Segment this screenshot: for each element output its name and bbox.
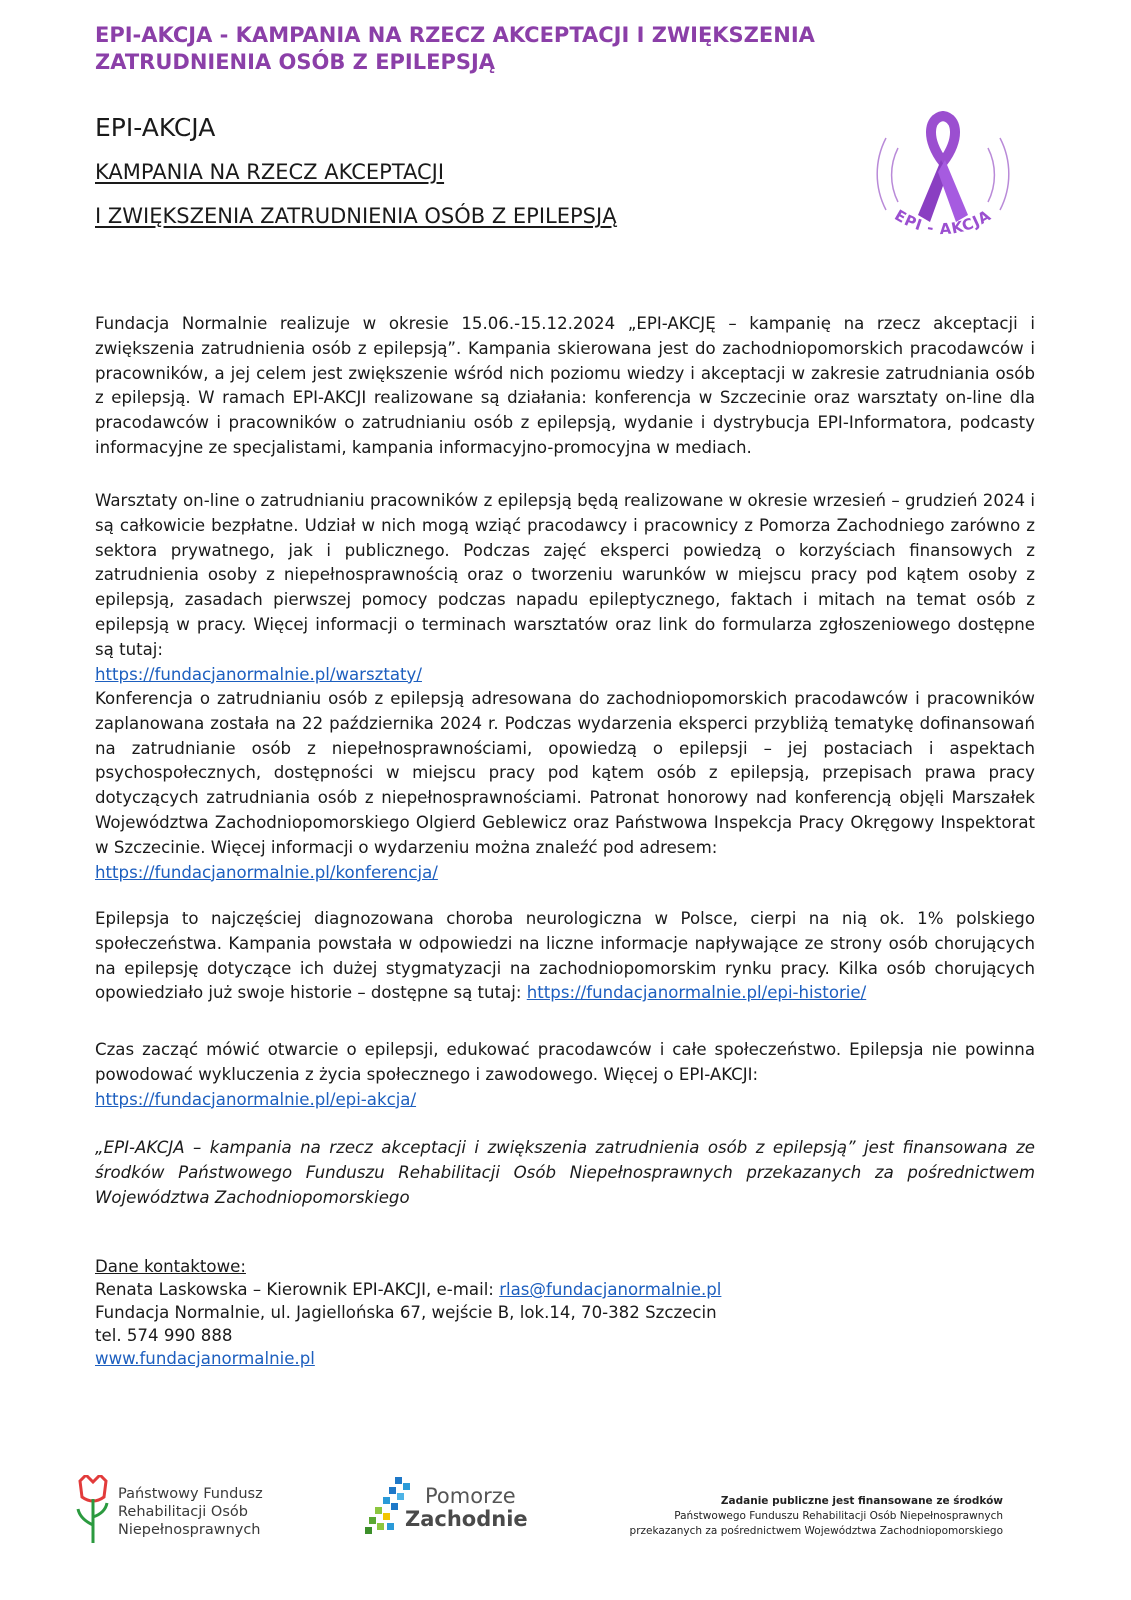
contact-person: Renata Laskowska – Kierownik EPI-AKCJI, e-mail: <box>95 1280 494 1299</box>
paragraph-workshops-text: Warsztaty on-line o zatrudnianiu pracowników z epilepsją będą realizowane w okresie wrzesień – grudzień 2024 i są całkowicie bezpłatne. Udział w nich mogą wziąć pracodawcy i pracownicy z Pomorza Zachodniego zarówno z sektora prywatnego, jak i publicznego. Podczas zajęć eksperci powiedzą o korzyściach finansowych z zatrudnienia osoby z niepełnosprawnością oraz o tworzeniu warunków w miejscu pracy pod kątem osoby z epilepsją, zasadach pierwszej pomocy podczas napadu epileptycznego, faktach i mitach na temat osób z epilepsją w pracy. Więcej informacji o terminach warsztatów oraz link do formularza zgłoszeniowego dostępne są tutaj: <box>95 491 1035 659</box>
stories-link[interactable]: https://fundacjanormalnie.pl/epi-historie/ <box>526 983 867 1003</box>
contact-heading: Dane kontaktowe: <box>95 1257 246 1276</box>
paragraph-closing-text: Czas zacząć mówić otwarcie o epilepsji, edukować pracodawców i całe społeczeństwo. Epilepsja nie powinna powodować wykluczenia z życia społecznego i zawodowego. Więcej o EPI-AKCJI: <box>95 1040 1035 1084</box>
paragraph-conference <box>95 687 1035 885</box>
contact-section <box>95 1255 1035 1370</box>
pfron-line-3: Niepełnosprawnych <box>118 1522 261 1538</box>
paragraph-intro: Fundacja Normalnie realizuje w okresie 15.06.-15.12.2024 „EPI-AKCJĘ – kampanię na rzecz akceptacji i zwiększenia zatrudnienia osób z epilepsją”. Kampania skierowana jest do zachodniopomorskich pracodawców i pracowników, a jej celem jest zwiększenie wśród nich poziomu wiedzy i akceptacji w zakresie zatrudniania osób z epilepsją. W ramach EPI-AKCJI realizowane są działania: konferencja w Szczecinie oraz warsztaty on-line dla pracodawców i pracowników o zatrudnianiu osób z epilepsją, wydanie i dystrybucja EPI-Informatora, podcasty informacyjne ze specjalistami, kampania informacyjno-promocyjna w mediach. <box>95 314 1035 457</box>
website-link[interactable]: www.fundacjanormalnie.pl <box>95 1349 315 1368</box>
contact-person-line <box>95 1278 1035 1301</box>
pfron-line-1: Państwowy Fundusz <box>118 1486 263 1502</box>
paragraph-epilepsy-text: Epilepsja to najczęściej diagnozowana choroba neurologiczna w Polsce, cierpi na nią ok. 1% polskiego społeczeństwa. Kampania powstała w odpowiedzi na liczne informacje napływające ze strony osób chorujących na epilepsję dotyczące ich dużej stygmatyzacji na zachodniopomorskim rynku pracy. Kilka osób chorujących opowiedziało już swoje historie – dostępne są tutaj: <box>95 909 1035 1003</box>
paragraph-conference-text: Konferencja o zatrudnianiu osób z epilepsją adresowana do zachodniopomorskich pracodawców i pracowników zaplanowana została na 22 października 2024 r. Podczas wydarzenia eksperci przybliżą tematykę dofinansowań na zatrudnianie osób z niepełnosprawnościami, opowiedzą o epilepsji – jej postaciach i aspektach psychospołecznych, dostępności w miejscu pracy pod kątem osób z epilepsją, przepisach prawa pracy dotyczących zatrudniania osób z niepełnosprawnościami. Patronat honorowy nad konferencją objęli Marszałek Województwa Zachodniopomorskiego Olgierd Geblewicz oraz Państwowa Inspekcja Pracy Okręgowy Inspektorat w Szczecinie. Więcej informacji o wydarzeniu można znaleźć pod adresem: <box>95 689 1035 857</box>
logo-text: EPI - AKCJA <box>891 206 995 239</box>
epi-akcja-link[interactable]: https://fundacjanormalnie.pl/epi-akcja/ <box>95 1089 417 1109</box>
logo-ribbon-loop <box>931 116 955 162</box>
pomorze-line-1: Pomorze <box>425 1484 516 1508</box>
document-top-title: EPI-AKCJA - KAMPANIA NA RZECZ AKCEPTACJI I ZWIĘKSZENIA ZATRUDNIENIA OSÓB Z EPILEPSJĄ <box>95 23 815 74</box>
workshops-link[interactable]: https://fundacjanormalnie.pl/warsztaty/ <box>95 664 422 684</box>
pfron-line-2: Rehabilitacji Osób <box>118 1504 248 1520</box>
footer-note-line-1: Zadanie publiczne jest finansowane ze środków <box>720 1495 1003 1507</box>
logo-ribbon-right-tail <box>938 160 968 222</box>
epi-akcja-ribbon-logo <box>868 110 1018 260</box>
zachodnie-line-2: Zachodnie <box>405 1507 528 1531</box>
contact-address: Fundacja Normalnie, ul. Jagiellońska 67, wejście B, lok.14, 70-382 Szczecin <box>95 1303 717 1322</box>
sub-heading-line-1: KAMPANIA NA RZECZ AKCEPTACJI <box>95 160 445 184</box>
logo-arc-left-inner <box>892 148 898 202</box>
footer-note-line-3: przekazanych za pośrednictwem Województwa Zachodniopomorskiego <box>629 1525 1003 1537</box>
footer-note-line-2: Państwowego Funduszu Rehabilitacji Osób Niepełnosprawnych <box>674 1510 1003 1522</box>
pfron-name <box>118 1485 263 1539</box>
main-heading: EPI-AKCJA <box>95 113 216 142</box>
sub-heading-line-2: I ZWIĘKSZENIA ZATRUDNIENIA OSÓB Z EPILEPSJĄ <box>95 204 617 228</box>
logo-arc-left-outer <box>877 138 886 210</box>
logo-arc-right-inner <box>988 148 994 202</box>
footer-financing-note <box>608 1494 1003 1539</box>
logo-arc-right-outer <box>1000 138 1009 210</box>
contact-phone: tel. 574 990 888 <box>95 1326 233 1345</box>
conference-link[interactable]: https://fundacjanormalnie.pl/konferencja/ <box>95 862 438 882</box>
pomorze-zachodnie-logo <box>365 1475 528 1545</box>
financing-statement: „EPI-AKCJA – kampania na rzecz akceptacji i zwiększenia zatrudnienia osób z epilepsją” jest finansowana ze środków Państwowego Funduszu Rehabilitacji Osób Niepełnosprawnych przekazanych za pośrednictwem Województwa Zachodniopomorskiego <box>95 1138 1035 1207</box>
contact-email-link[interactable]: rlas@fundacjanormalnie.pl <box>499 1280 722 1299</box>
pfron-logo <box>76 1475 266 1550</box>
paragraph-closing <box>95 1038 1035 1112</box>
paragraph-epilepsy-info <box>95 907 1035 1006</box>
pfron-tulip-icon <box>76 1475 110 1543</box>
paragraph-workshops <box>95 489 1035 687</box>
